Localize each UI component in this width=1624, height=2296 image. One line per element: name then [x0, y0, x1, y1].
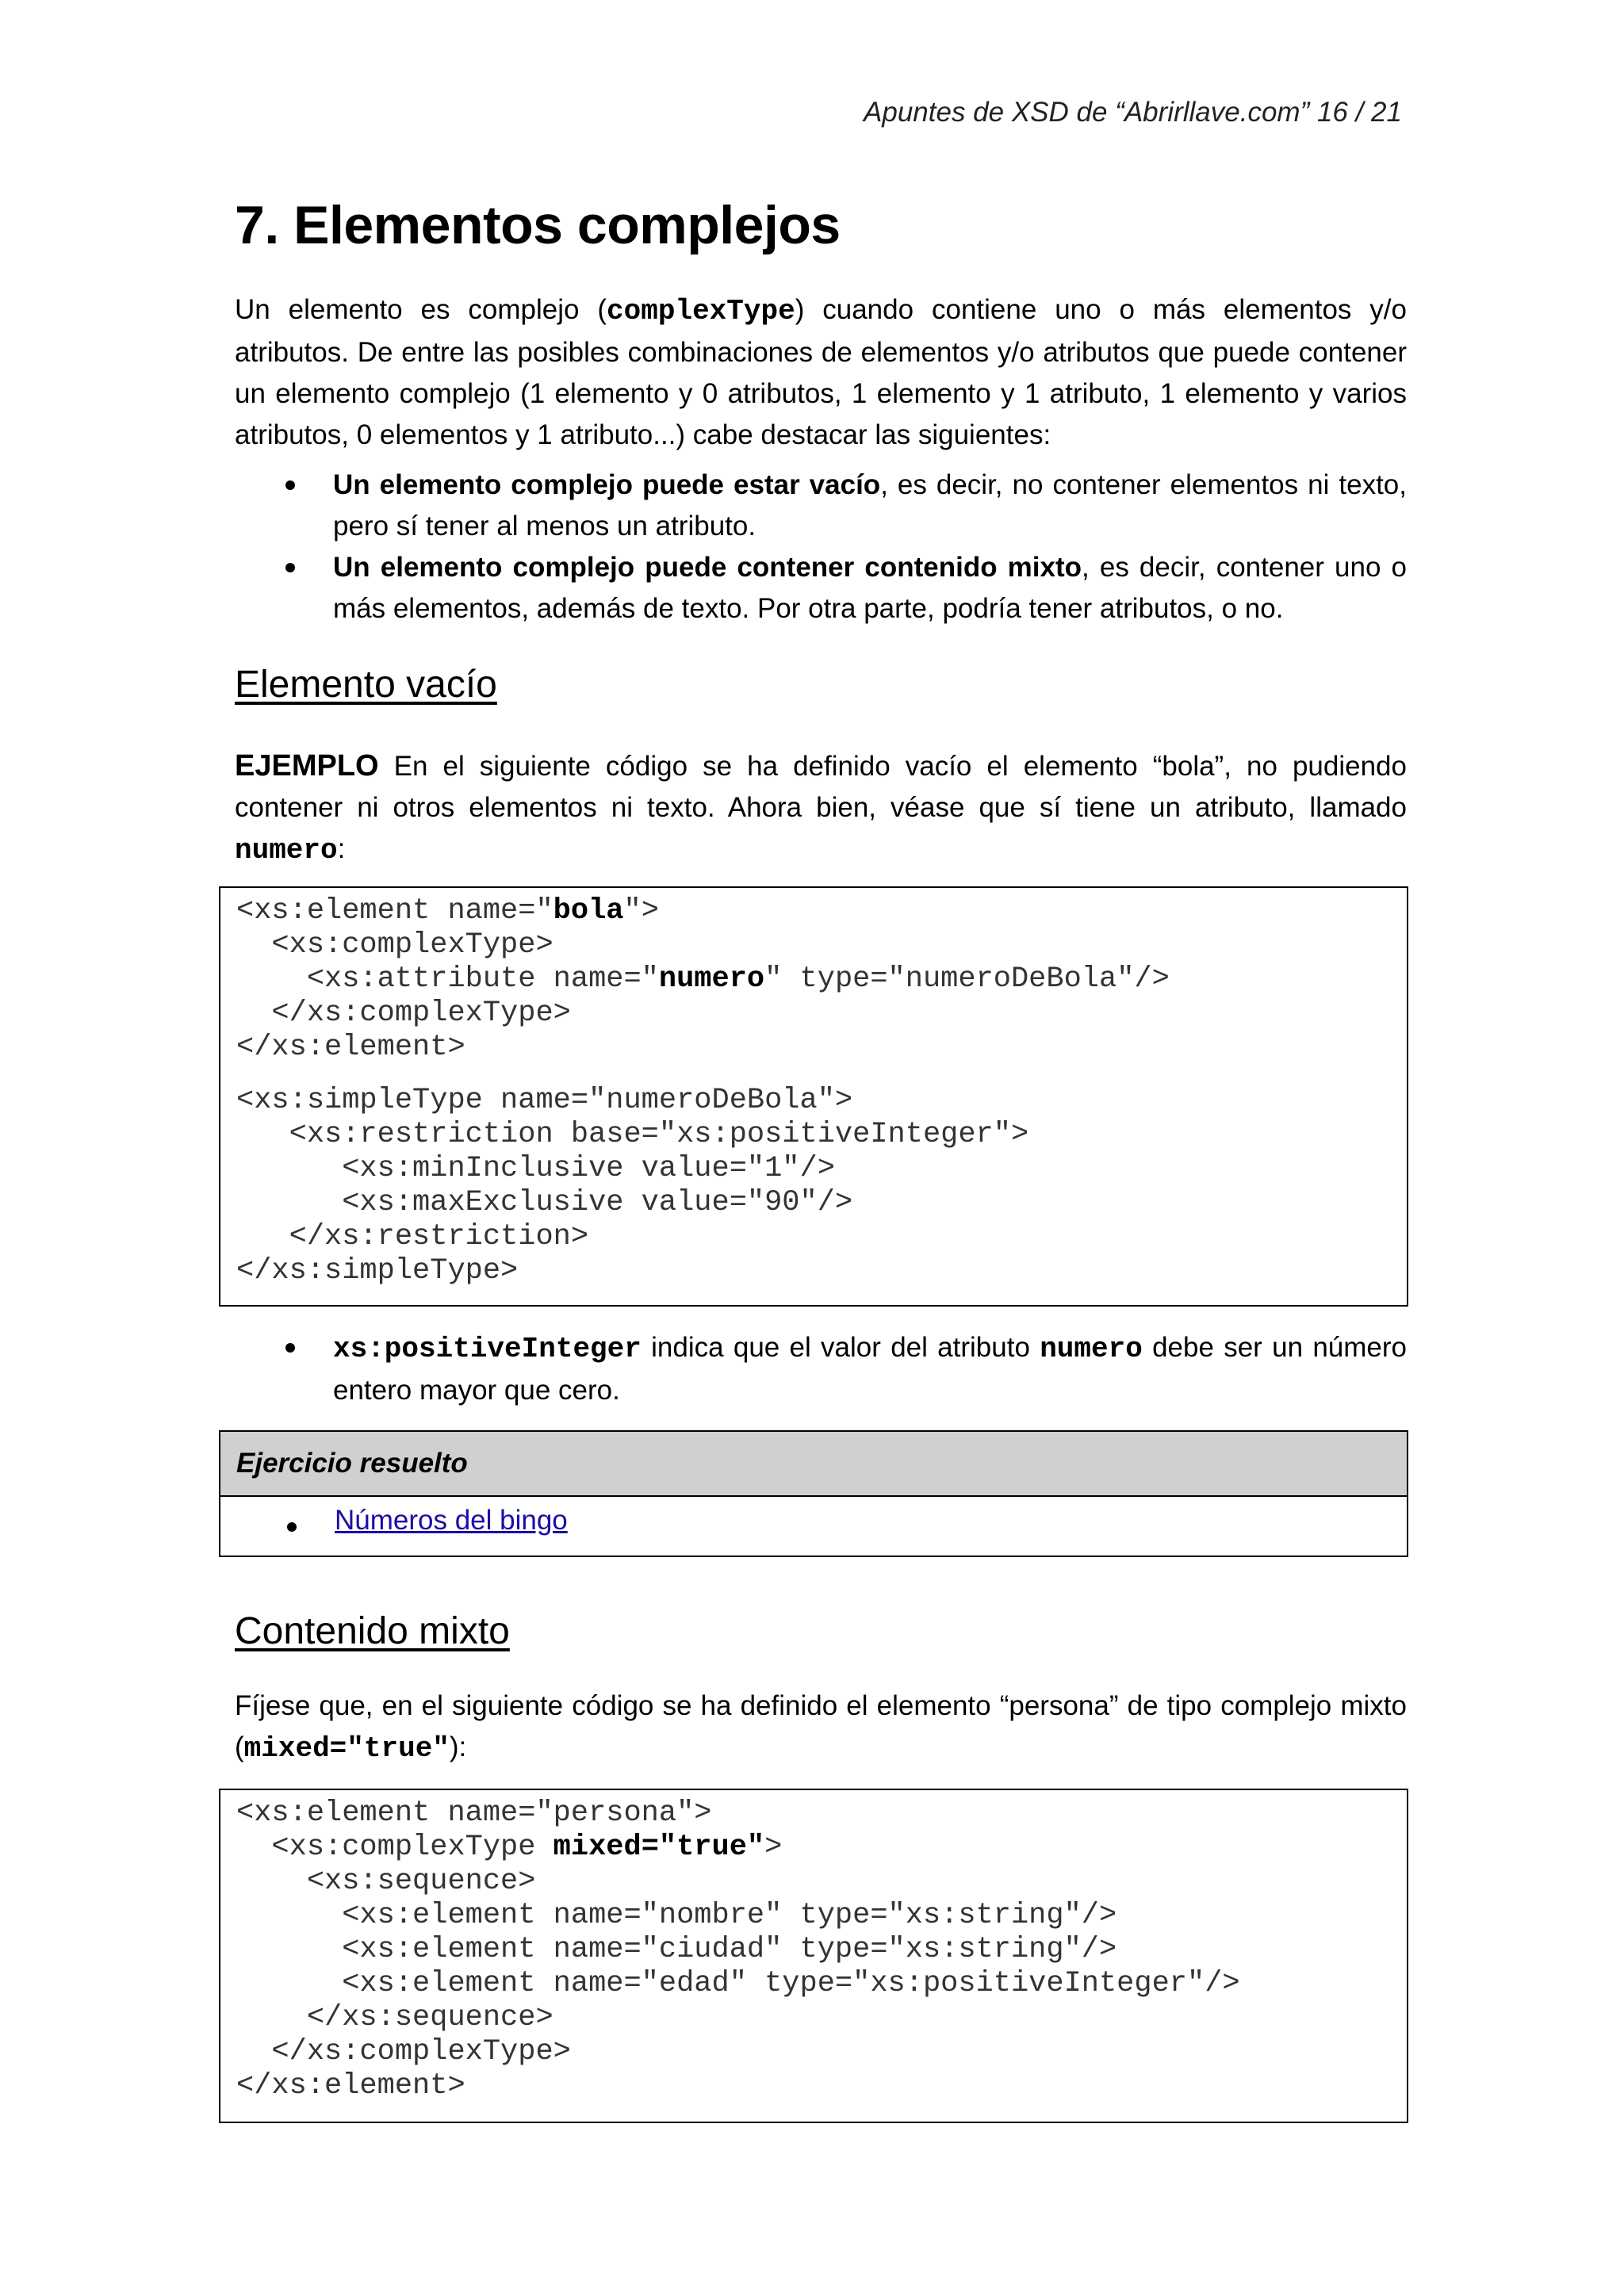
exercise-box: [219, 1430, 1408, 1557]
code-block-bola: [219, 886, 1408, 1307]
code-line: </xs:element>: [236, 2069, 465, 2103]
bullet-text: , es decir, no contener elementos ni texto, pero sí tener al menos un atributo.: [333, 469, 1407, 541]
code-line: <xs:element name="edad" type="xs:positiveInteger"/>: [236, 1967, 1240, 2000]
code-line: <xs:maxExclusive value="90"/>: [236, 1186, 853, 1219]
mixed-text-end: ):: [449, 1732, 467, 1762]
intro-text-start: Un elemento es complejo (: [235, 294, 607, 325]
code-line: <xs:element name="bola">: [236, 894, 659, 928]
bullet-bold: Un elemento complejo puede contener contenido mixto: [333, 552, 1082, 583]
code-line: <xs:attribute name="numero" type="numeroDeBola"/>: [236, 962, 1170, 996]
intro-code: complexType: [607, 295, 795, 327]
example-paragraph: [235, 745, 1407, 871]
code-line: </xs:restriction>: [236, 1220, 589, 1253]
code-line: </xs:complexType>: [236, 997, 571, 1030]
bullet-icon: [287, 1522, 297, 1532]
code-line: <xs:restriction base="xs:positiveInteger">: [236, 1118, 1029, 1151]
note-text: indica que el valor del atributo: [641, 1332, 1040, 1363]
bullet-text: , es decir, contener uno o más elementos, además de texto. Por otra parte, podría tener atributos, o no.: [333, 552, 1407, 624]
list-item: [235, 547, 1407, 629]
example-code: numero: [235, 834, 338, 867]
section-title: 7. Elementos complejos: [235, 195, 841, 255]
header-title: Apuntes de XSD de “Abrirllave.com”: [864, 97, 1310, 128]
code-line: <xs:element name="ciudad" type="xs:string"/>: [236, 1933, 1117, 1966]
example-text: En el siguiente código se ha definido vacío el elemento “bola”, no pudiendo contener ni otros elementos ni texto. Ahora bien, véase que sí tiene un atributo, llamado: [235, 751, 1407, 823]
bullet-icon: [285, 563, 295, 572]
intro-text-end: ) cuando contiene uno o más elementos y/o atributos. De entre las posibles combinaciones de elementos y/o atributos que puede contener un elemento complejo (1 elemento y 0 atributos, 1 elemento y 1 atributo, 1 elemento y varios atributos, 0 elementos y 1 atributo...) cabe destacar las siguientes:: [235, 294, 1408, 450]
code-line: </xs:element>: [236, 1031, 465, 1064]
list-item: [235, 1327, 1407, 1411]
note-code-attr: numero: [1040, 1333, 1143, 1365]
code-line: </xs:simpleType>: [236, 1254, 519, 1288]
bullet-bold: Un elemento complejo puede estar vacío: [333, 469, 881, 500]
bullet-icon: [285, 480, 295, 490]
page-header: [864, 97, 1402, 128]
intro-paragraph: [235, 289, 1407, 456]
bingo-exercise-link[interactable]: Números del bingo: [335, 1505, 568, 1536]
exercise-body: [220, 1497, 1407, 1556]
mixed-paragraph: [235, 1686, 1407, 1770]
mixed-code: mixed="true": [243, 1732, 450, 1765]
header-page-number: 16 / 21: [1316, 97, 1402, 128]
mixed-text: Fíjese que, en el siguiente código se ha definido el elemento “persona” de tipo complejo mixto (: [235, 1690, 1407, 1762]
code-line: </xs:complexType>: [236, 2035, 571, 2068]
code-line: <xs:simpleType name="numeroDeBola">: [236, 1084, 853, 1117]
complex-bullet-list: [235, 465, 1407, 629]
code-line: <xs:element name="persona">: [236, 1797, 712, 1830]
code-line: </xs:sequence>: [236, 2001, 553, 2034]
example-end: :: [337, 833, 346, 864]
code-line: <xs:minInclusive value="1"/>: [236, 1152, 835, 1185]
code-line: <xs:sequence>: [236, 1865, 536, 1898]
note-bullet-list: [235, 1327, 1407, 1411]
note-code: xs:positiveInteger: [333, 1333, 642, 1365]
code-block-persona: [219, 1789, 1408, 2123]
exercise-title: Ejercicio resuelto: [220, 1432, 1407, 1497]
code-line: <xs:complexType mixed="true">: [236, 1831, 783, 1864]
heading-elemento-vacio: Elemento vacío: [235, 664, 497, 706]
bullet-icon: [285, 1343, 295, 1353]
example-label: EJEMPLO: [235, 749, 379, 783]
heading-contenido-mixto: Contenido mixto: [235, 1610, 510, 1652]
code-line: <xs:element name="nombre" type="xs:string"/>: [236, 1899, 1117, 1932]
code-line: <xs:complexType>: [236, 928, 553, 962]
note-text-end: debe ser un número entero mayor que cero.: [333, 1332, 1407, 1406]
list-item: [235, 465, 1407, 547]
